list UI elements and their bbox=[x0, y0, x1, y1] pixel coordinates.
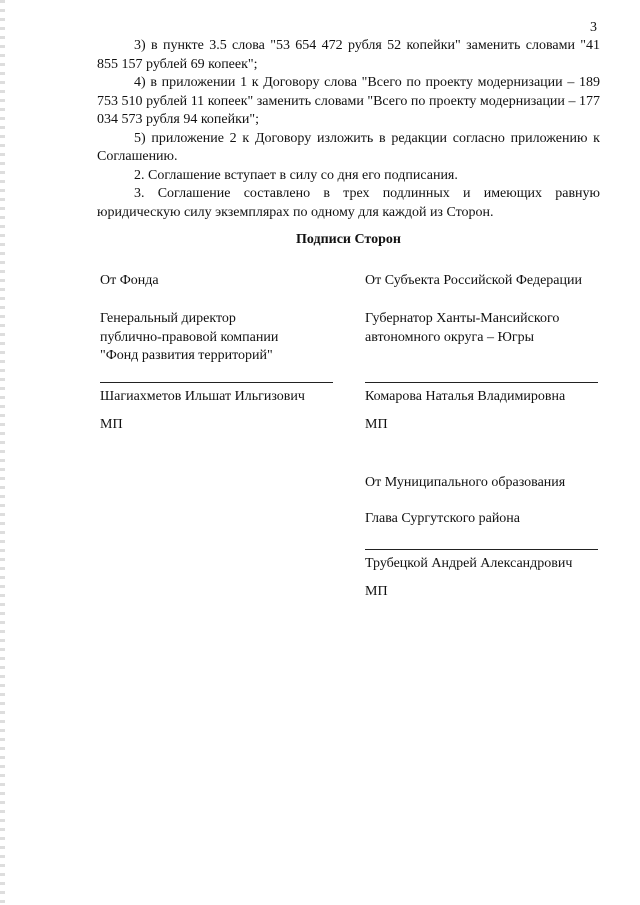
municipality-heading: От Муниципального образования bbox=[365, 475, 566, 490]
subject-position-line: Губернатор Ханты-Мансийского bbox=[365, 311, 560, 326]
agreement-body bbox=[97, 37, 600, 222]
paragraph-item-3: 3) в пункте 3.5 слова "53 654 472 рубля 52 копейки" заменить словами "41 855 157 рублей 69 копеек"; bbox=[97, 38, 600, 72]
paragraph-item-5: 5) приложение 2 к Договору изложить в редакции согласно приложению к Соглашению. bbox=[97, 130, 600, 164]
fund-seal-mark: МП bbox=[100, 417, 123, 432]
fund-signature-line bbox=[100, 382, 333, 383]
fund-position-line: "Фонд развития территорий" bbox=[100, 348, 273, 363]
subject-position bbox=[365, 310, 605, 347]
municipality-position: Глава Сургутского района bbox=[365, 511, 521, 526]
subject-seal-mark: МП bbox=[365, 417, 388, 432]
signatures-title: Подписи Сторон bbox=[296, 232, 401, 247]
municipality-seal-mark: МП bbox=[365, 584, 388, 599]
fund-position-line: публично-правовой компании bbox=[100, 329, 279, 345]
fund-heading: От Фонда bbox=[100, 273, 159, 288]
municipality-signatory-name: Трубецкой Андрей Александрович bbox=[365, 556, 573, 571]
fund-signatory-name: Шагиахметов Ильшат Ильгизович bbox=[100, 389, 305, 404]
subject-signatory-name: Комарова Наталья Владимировна bbox=[365, 389, 566, 404]
fund-position bbox=[100, 310, 340, 366]
paragraph-clause-3: 3. Соглашение составлено в трех подлинных и имеющих равную юридическую силу экземплярах по одному для каждой из Сторон. bbox=[97, 186, 600, 220]
subject-signature-line bbox=[365, 382, 598, 383]
subject-heading: От Субъекта Российской Федерации bbox=[365, 273, 582, 288]
page-number: 3 bbox=[590, 20, 597, 35]
scan-binding-edge bbox=[0, 0, 5, 905]
municipality-signature-line bbox=[365, 549, 598, 550]
subject-position-line: автономного округа – Югры bbox=[365, 329, 534, 345]
paragraph-clause-2: 2. Соглашение вступает в силу со дня его подписания. bbox=[134, 167, 458, 183]
paragraph-item-4: 4) в приложении 1 к Договору слова "Всего по проекту модернизации – 189 753 510 рублей 11 копеек" заменить словами "Всего по проекту модернизации – 177 034 573 рубля 94 копейки"; bbox=[97, 75, 600, 127]
fund-position-line: Генеральный директор bbox=[100, 311, 236, 326]
